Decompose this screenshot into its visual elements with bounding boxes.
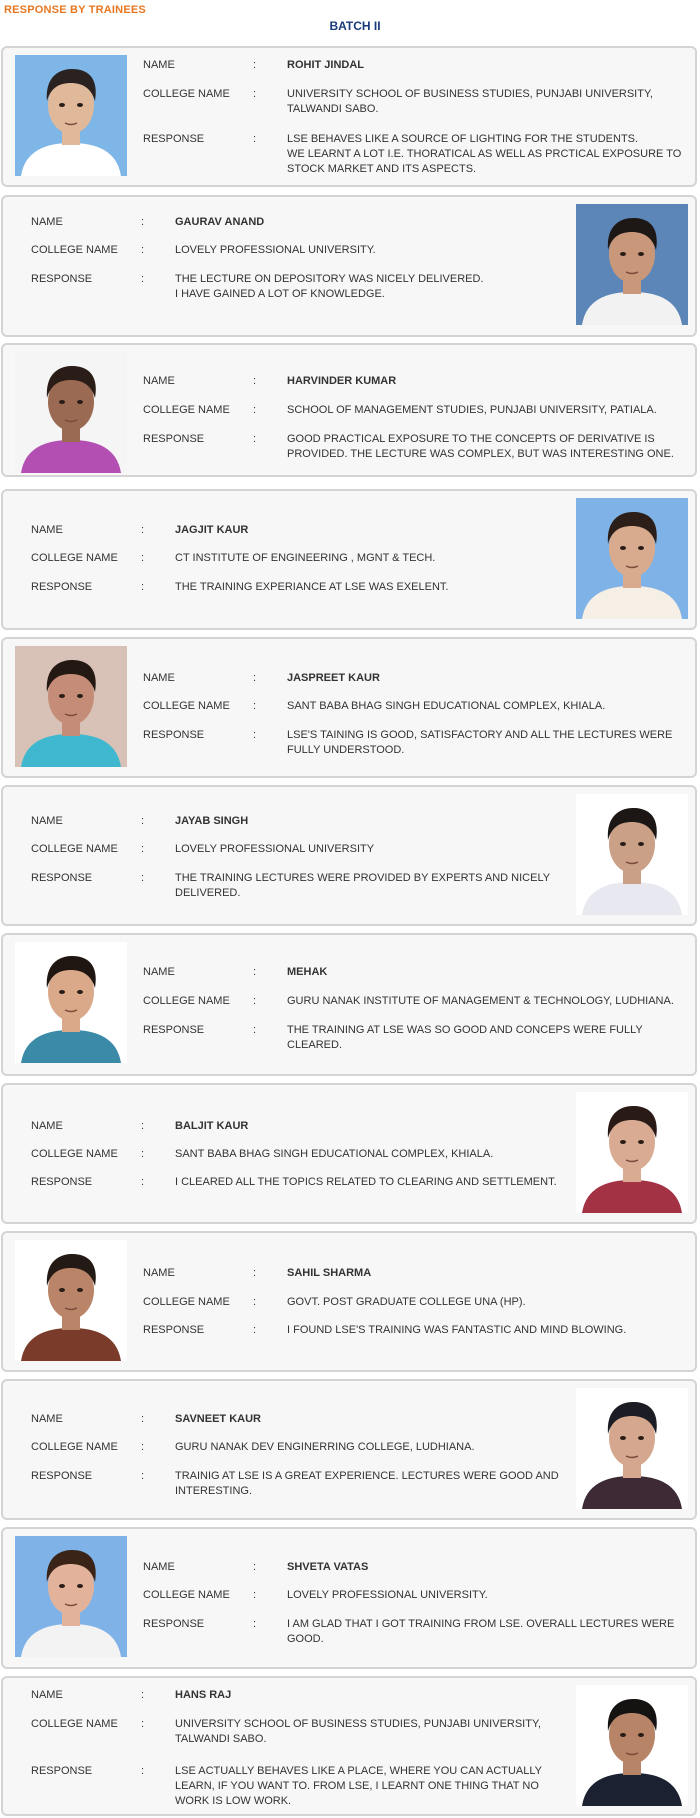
field-label-response: RESPONSE [31, 1765, 93, 1777]
field-label-name: NAME [31, 1413, 63, 1425]
trainee-card [1, 1083, 697, 1224]
trainee-card [1, 933, 697, 1076]
field-separator: : [253, 433, 257, 445]
field-label-response: RESPONSE [31, 581, 93, 593]
trainee-name: SAVNEET KAUR [175, 1413, 261, 1425]
trainee-college: UNIVERSITY SCHOOL OF BUSINESS STUDIES, PUNJABI UNIVERSITY, TALWANDI SABO. [175, 1718, 541, 1745]
trainee-photo [576, 498, 688, 619]
field-label-name: NAME [143, 1267, 175, 1279]
trainee-card [1, 785, 697, 926]
field-separator: : [253, 672, 257, 684]
trainee-card [1, 46, 697, 187]
field-label-college: COLLEGE NAME [143, 1589, 230, 1601]
trainee-photo [576, 1685, 688, 1806]
trainee-college: LOVELY PROFESSIONAL UNIVERSITY. [287, 1589, 488, 1601]
section-title: RESPONSE BY TRAINEES [4, 4, 146, 16]
field-label-college: COLLEGE NAME [31, 843, 118, 855]
field-label-name: NAME [143, 1561, 175, 1573]
field-label-name: NAME [143, 672, 175, 684]
field-separator: : [253, 1589, 257, 1601]
field-label-college: COLLEGE NAME [143, 88, 230, 100]
trainee-response: THE TRAINING EXPERIANCE AT LSE WAS EXELENT. [175, 581, 449, 593]
field-separator: : [141, 581, 145, 593]
trainee-photo [15, 942, 127, 1063]
field-separator: : [253, 1618, 257, 1630]
field-label-name: NAME [31, 1120, 63, 1132]
trainee-photo [576, 794, 688, 915]
field-separator: : [141, 524, 145, 536]
trainee-photo [576, 1092, 688, 1213]
trainee-card [1, 343, 697, 477]
trainee-name: SHVETA VATAS [287, 1561, 369, 1573]
field-separator: : [253, 1324, 257, 1336]
field-label-college: COLLEGE NAME [143, 700, 230, 712]
field-label-name: NAME [31, 216, 63, 228]
field-label-college: COLLEGE NAME [31, 1441, 118, 1453]
field-separator: : [253, 1267, 257, 1279]
trainee-college: GURU NANAK DEV ENGINERRING COLLEGE, LUDHIANA. [175, 1441, 475, 1453]
field-separator: : [141, 843, 145, 855]
field-separator: : [141, 273, 145, 285]
field-separator: : [253, 404, 257, 416]
trainee-college: SANT BABA BHAG SINGH EDUCATIONAL COMPLEX, KHIALA. [287, 700, 606, 712]
trainee-name: JAGJIT KAUR [175, 524, 249, 536]
trainee-response: I CLEARED ALL THE TOPICS RELATED TO CLEARING AND SETTLEMENT. [175, 1176, 557, 1188]
trainee-card [1, 1527, 697, 1669]
trainee-response: LSE BEHAVES LIKE A SOURCE OF LIGHTING FOR THE STUDENTS. WE LEARNT A LOT I.E. THORATICAL AS WELL AS PRCTICAL EXPOSURE TO STOCK MARKET AND ITS ASPECTS. [287, 133, 682, 175]
field-separator: : [141, 552, 145, 564]
field-separator: : [253, 59, 257, 71]
trainee-response: GOOD PRACTICAL EXPOSURE TO THE CONCEPTS OF DERIVATIVE IS PROVIDED. THE LECTURE WAS COMPLEX, BUT WAS INTERESTING ONE. [287, 433, 674, 460]
trainee-photo [576, 204, 688, 325]
trainee-college: LOVELY PROFESSIONAL UNIVERSITY [175, 843, 375, 855]
trainee-photo [15, 1536, 127, 1657]
trainee-card [1, 489, 697, 630]
field-label-college: COLLEGE NAME [31, 552, 118, 564]
field-label-name: NAME [31, 1689, 63, 1701]
trainee-college: LOVELY PROFESSIONAL UNIVERSITY. [175, 244, 376, 256]
field-label-response: RESPONSE [143, 729, 205, 741]
field-label-college: COLLEGE NAME [31, 1718, 118, 1730]
trainee-photo [15, 352, 127, 473]
trainee-name: ROHIT JINDAL [287, 59, 364, 71]
trainee-name: JAYAB SINGH [175, 815, 249, 827]
trainee-name: HARVINDER KUMAR [287, 375, 397, 387]
trainee-photo [15, 55, 127, 176]
trainee-college: SANT BABA BHAG SINGH EDUCATIONAL COMPLEX, KHIALA. [175, 1148, 494, 1160]
trainee-name: BALJIT KAUR [175, 1120, 249, 1132]
field-separator: : [141, 1176, 145, 1188]
trainee-response: THE TRAINING AT LSE WAS SO GOOD AND CONCEPS WERE FULLY CLEARED. [287, 1024, 643, 1051]
field-separator: : [141, 216, 145, 228]
field-separator: : [141, 872, 145, 884]
trainee-card [1, 1231, 697, 1372]
field-label-name: NAME [143, 966, 175, 978]
field-separator: : [141, 1413, 145, 1425]
trainee-response: THE TRAINING LECTURES WERE PROVIDED BY EXPERTS AND NICELY DELIVERED. [175, 872, 550, 899]
field-label-response: RESPONSE [31, 1176, 93, 1188]
field-label-response: RESPONSE [31, 273, 93, 285]
field-label-response: RESPONSE [143, 1024, 205, 1036]
field-separator: : [141, 1148, 145, 1160]
trainee-card [1, 637, 697, 778]
field-separator: : [253, 88, 257, 100]
trainee-name: JASPREET KAUR [287, 672, 380, 684]
field-label-name: NAME [31, 815, 63, 827]
field-label-college: COLLEGE NAME [31, 1148, 118, 1160]
field-separator: : [141, 1120, 145, 1132]
field-label-college: COLLEGE NAME [143, 404, 230, 416]
field-label-response: RESPONSE [143, 433, 205, 445]
trainee-name: SAHIL SHARMA [287, 1267, 372, 1279]
trainee-card [1, 1676, 697, 1816]
trainee-card [1, 1379, 697, 1520]
trainee-college: GOVT. POST GRADUATE COLLEGE UNA (HP). [287, 1296, 526, 1308]
trainee-response: THE LECTURE ON DEPOSITORY WAS NICELY DELIVERED. I HAVE GAINED A LOT OF KNOWLEDGE. [175, 273, 484, 300]
field-separator: : [253, 729, 257, 741]
field-label-college: COLLEGE NAME [143, 1296, 230, 1308]
trainee-response: TRAINIG AT LSE IS A GREAT EXPERIENCE. LECTURES WERE GOOD AND INTERESTING. [175, 1470, 559, 1497]
field-label-name: NAME [143, 59, 175, 71]
field-label-response: RESPONSE [143, 133, 205, 145]
field-separator: : [253, 1024, 257, 1036]
trainee-response: I AM GLAD THAT I GOT TRAINING FROM LSE. OVERALL LECTURES WERE GOOD. [287, 1618, 675, 1645]
field-separator: : [141, 1470, 145, 1482]
field-label-college: COLLEGE NAME [143, 995, 230, 1007]
field-label-name: NAME [143, 375, 175, 387]
field-separator: : [141, 1441, 145, 1453]
field-separator: : [253, 375, 257, 387]
batch-title: BATCH II [329, 19, 381, 33]
trainee-college: SCHOOL OF MANAGEMENT STUDIES, PUNJABI UNIVERSITY, PATIALA. [287, 404, 657, 416]
field-separator: : [141, 244, 145, 256]
field-label-response: RESPONSE [143, 1618, 205, 1630]
trainee-photo [576, 1388, 688, 1509]
field-separator: : [253, 700, 257, 712]
field-separator: : [141, 1718, 145, 1730]
field-label-response: RESPONSE [31, 872, 93, 884]
field-separator: : [253, 966, 257, 978]
field-label-response: RESPONSE [31, 1470, 93, 1482]
trainee-photo [15, 646, 127, 767]
field-separator: : [141, 1689, 145, 1701]
field-label-name: NAME [31, 524, 63, 536]
field-label-response: RESPONSE [143, 1324, 205, 1336]
trainee-name: HANS RAJ [175, 1689, 232, 1701]
field-separator: : [253, 133, 257, 145]
field-separator: : [253, 1561, 257, 1573]
trainee-name: GAURAV ANAND [175, 216, 265, 228]
trainee-college: UNIVERSITY SCHOOL OF BUSINESS STUDIES, PUNJABI UNIVERSITY, TALWANDI SABO. [287, 88, 653, 115]
trainee-college: GURU NANAK INSTITUTE OF MANAGEMENT & TECHNOLOGY, LUDHIANA. [287, 995, 674, 1007]
field-separator: : [141, 815, 145, 827]
trainee-response: LSE'S TAINING IS GOOD, SATISFACTORY AND ALL THE LECTURES WERE FULLY UNDERSTOOD. [287, 729, 673, 756]
trainee-college: CT INSTITUTE OF ENGINEERING , MGNT & TECH. [175, 552, 436, 564]
field-separator: : [253, 1296, 257, 1308]
field-label-college: COLLEGE NAME [31, 244, 118, 256]
field-separator: : [253, 995, 257, 1007]
trainee-card [1, 195, 697, 337]
field-separator: : [141, 1765, 145, 1777]
trainee-response: LSE ACTUALLY BEHAVES LIKE A PLACE, WHERE YOU CAN ACTUALLY LEARN, IF YOU WANT TO. FROM LSE, I LEARNT ONE THING THAT NO WORK IS LOW WORK. [175, 1765, 542, 1807]
trainee-response: I FOUND LSE'S TRAINING WAS FANTASTIC AND MIND BLOWING. [287, 1324, 627, 1336]
trainee-photo [15, 1240, 127, 1361]
trainee-name: MEHAK [287, 966, 328, 978]
